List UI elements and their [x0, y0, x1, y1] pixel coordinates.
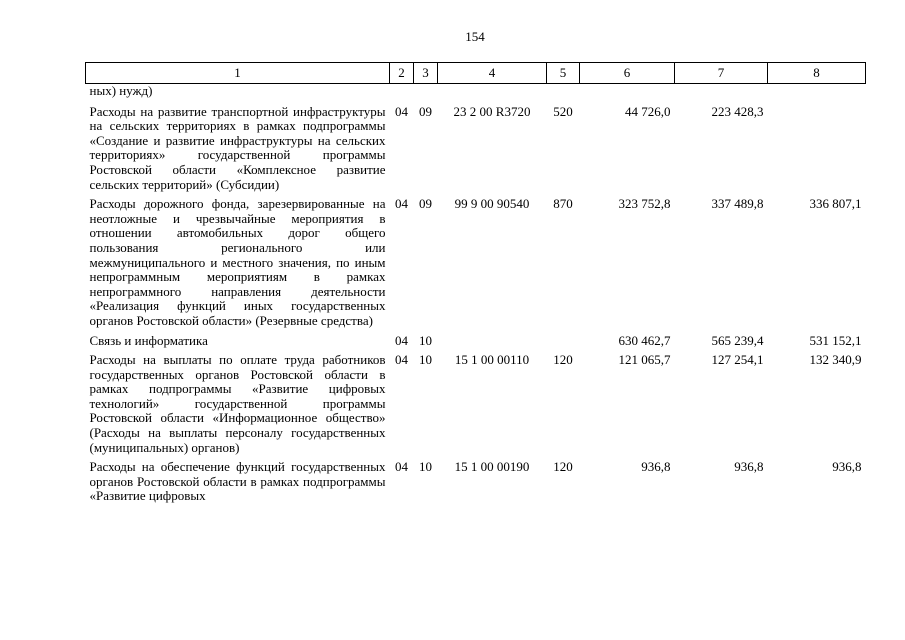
- row-expense-type: 120: [553, 352, 573, 368]
- row-amount-1: 630 462,7: [618, 332, 671, 348]
- row-target-article: 15 1 00 00190: [454, 459, 530, 475]
- row-subsection: 10: [419, 352, 432, 368]
- row-subsection: 09: [419, 103, 432, 119]
- row-amount-2: 223 428,3: [711, 103, 764, 119]
- table-row: [86, 457, 866, 506]
- header-col-7: 7: [675, 63, 768, 84]
- row-name: Расходы дорожного фонда, зарезервированные на неотложные и чрезвычайные мероприятия в отношении автомобильных дорог общего пользования регионального или межмуниципального и местного значения, по иным непрограммным мероприятиям в рамках непрограммного направления деятельности «Реализация функций иных государственных органов Ростовской области» (Резервные средства): [89, 196, 386, 328]
- row-expense-type: 520: [553, 103, 573, 119]
- row-expense-type: 870: [553, 196, 573, 212]
- row-amount-1: 121 065,7: [618, 352, 671, 368]
- row-amount-2: 127 254,1: [711, 352, 764, 368]
- row-target-article: 23 2 00 R3720: [453, 103, 531, 119]
- row-subsection: 10: [419, 459, 432, 475]
- row-section: 04: [395, 459, 408, 475]
- row-amount-3: 336 807,1: [809, 196, 862, 212]
- row-amount-1: 936,8: [641, 459, 671, 475]
- row-amount-3: 936,8: [832, 459, 862, 475]
- header-col-2: 2: [390, 63, 414, 84]
- row-target-article: 15 1 00 00110: [454, 352, 530, 368]
- row-name: Расходы на развитие транспортной инфраструктуры на сельских территориях в рамках подпрограммы «Создание и развитие инфраструктуры на сельских территориях» государственной программы Ростовской области «Комплексное развитие сельских территорий» (Субсидии): [89, 103, 386, 192]
- row-name: Расходы на выплаты по оплате труда работников государственных органов Ростовской области в рамках подпрограммы «Развитие цифровых технологий» государственной программы Ростовской области «Информационное общество» (Расходы на выплаты персоналу государственных (муниципальных) органов): [89, 352, 386, 455]
- continuation-text: ных) нужд): [89, 83, 153, 98]
- row-section: 04: [395, 103, 408, 119]
- row-target-article: 99 9 00 90540: [454, 196, 530, 212]
- table-row: [86, 331, 866, 351]
- row-section: 04: [395, 196, 408, 212]
- row-expense-type: 120: [553, 459, 573, 475]
- header-col-3: 3: [414, 63, 438, 84]
- row-amount-2: 936,8: [734, 459, 764, 475]
- row-amount-1: 323 752,8: [618, 196, 671, 212]
- row-section: 04: [395, 352, 408, 368]
- table-row: [86, 194, 866, 330]
- row-amount-3: 132 340,9: [809, 352, 862, 368]
- row-amount-3: [768, 102, 866, 195]
- header-col-5: 5: [547, 63, 580, 84]
- page-number: 154: [465, 29, 485, 44]
- table-row: [86, 350, 866, 457]
- row-section: 04: [395, 332, 408, 348]
- row-subsection: 09: [419, 196, 432, 212]
- row-name: Расходы на обеспечение функций государственных органов Ростовской области в рамках подпрограммы «Развитие цифровых: [89, 459, 386, 504]
- header-col-4: 4: [438, 63, 547, 84]
- row-amount-3: 531 152,1: [809, 332, 862, 348]
- budget-table: [85, 62, 866, 506]
- row-amount-2: 565 239,4: [711, 332, 764, 348]
- row-target-article: [438, 331, 547, 351]
- row-subsection: 10: [419, 332, 432, 348]
- header-col-1: 1: [86, 63, 390, 84]
- table-row: [86, 102, 866, 195]
- row-amount-1: 44 726,0: [625, 103, 671, 119]
- header-col-6: 6: [580, 63, 675, 84]
- row-name: Связь и информатика: [89, 332, 208, 348]
- table-header-row: [86, 63, 866, 84]
- continuation-row: [86, 84, 866, 102]
- row-amount-2: 337 489,8: [711, 196, 764, 212]
- row-expense-type: [547, 331, 580, 351]
- header-col-8: 8: [768, 63, 866, 84]
